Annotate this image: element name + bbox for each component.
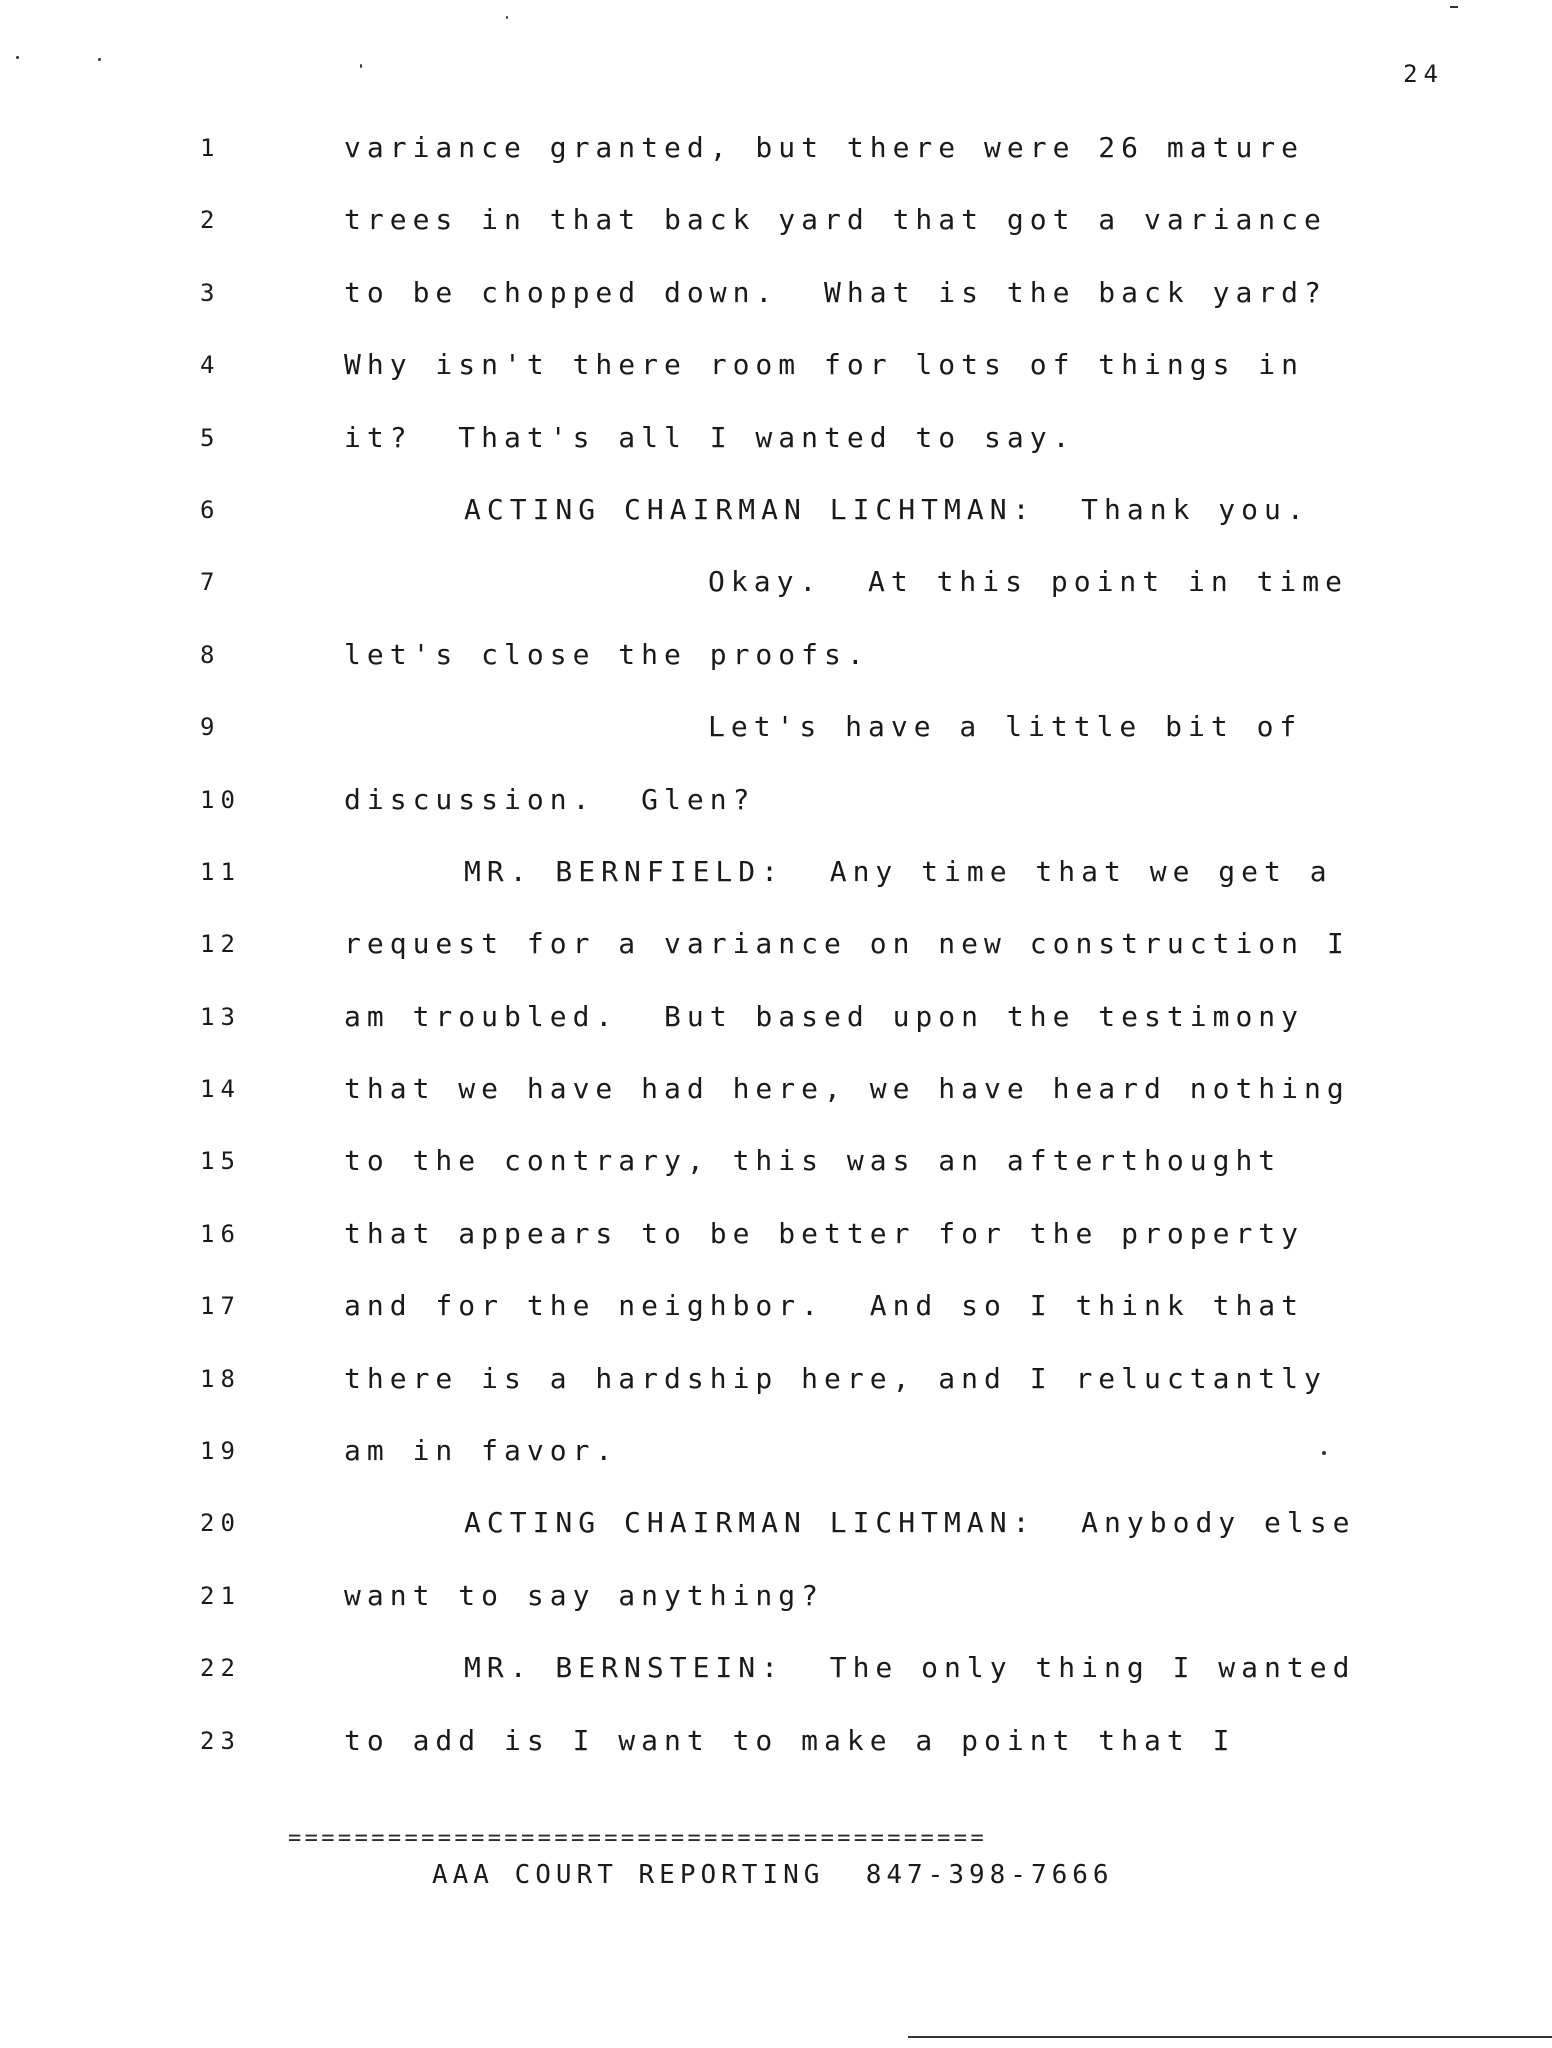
line-number: 22 (200, 1654, 241, 1683)
line-number: 9 (200, 713, 221, 742)
transcript-line (0, 924, 1552, 996)
transcript-line (0, 635, 1552, 707)
line-text: trees in that back yard that got a variance (344, 203, 1327, 237)
transcript-line (0, 490, 1552, 562)
line-number: 17 (200, 1292, 241, 1321)
transcript-line (0, 1286, 1552, 1358)
transcript-line (0, 997, 1552, 1069)
line-number: 4 (200, 351, 221, 380)
line-number: 5 (200, 423, 221, 452)
line-number: 7 (200, 568, 221, 597)
line-number: 19 (200, 1437, 241, 1466)
transcript-line (0, 1359, 1552, 1431)
line-number: 15 (200, 1147, 241, 1176)
line-text: ACTING CHAIRMAN LICHTMAN: Anybody else (464, 1506, 1356, 1540)
transcript-body (0, 128, 1552, 1793)
scan-speck (360, 64, 362, 68)
transcript-line (0, 562, 1552, 634)
line-text: there is a hardship here, and I reluctantly (344, 1361, 1327, 1395)
transcript-line (0, 1576, 1552, 1648)
line-text: to the contrary, this was an afterthought (344, 1144, 1282, 1178)
line-number: 23 (200, 1726, 241, 1755)
page-number: 24 (1403, 60, 1444, 88)
line-number: 1 (200, 134, 221, 162)
transcript-line (0, 345, 1552, 417)
transcript-line (0, 707, 1552, 779)
line-number: 20 (200, 1509, 241, 1538)
transcript-line (0, 1141, 1552, 1213)
scan-speck (1450, 6, 1458, 8)
transcript-line (0, 1721, 1552, 1793)
footer-rule: ========================================== (288, 1826, 988, 1851)
line-text: let's close the proofs. (344, 637, 870, 671)
bottom-edge-line (908, 2036, 1552, 2038)
scan-speck (16, 56, 19, 59)
transcript-line (0, 128, 1552, 200)
line-text: am in favor. (344, 1434, 619, 1468)
line-number: 12 (200, 930, 241, 959)
line-text: want to say anything? (344, 1578, 825, 1612)
line-text: to be chopped down. What is the back yard? (344, 275, 1327, 309)
line-text: to add is I want to make a point that I (344, 1723, 1236, 1757)
transcript-line (0, 418, 1552, 490)
transcript-line (0, 273, 1552, 345)
line-number: 16 (200, 1219, 241, 1248)
line-text: and for the neighbor. And so I think that (344, 1289, 1305, 1323)
line-number: 21 (200, 1581, 241, 1610)
transcript-line (0, 1431, 1552, 1503)
line-number: 14 (200, 1075, 241, 1104)
transcript-line (0, 1648, 1552, 1720)
line-number: 11 (200, 857, 241, 886)
line-text: MR. BERNSTEIN: The only thing I wanted (464, 1651, 1356, 1685)
line-number: 2 (200, 206, 221, 235)
line-text: it? That's all I wanted to say. (344, 420, 1076, 454)
line-number: 8 (200, 640, 221, 669)
transcript-line (0, 200, 1552, 272)
line-text: discussion. Glen? (344, 782, 756, 816)
line-number: 18 (200, 1364, 241, 1393)
line-text: Okay. At this point in time (708, 565, 1349, 599)
footer-reporter: AAA COURT REPORTING 847-398-7666 (432, 1860, 1114, 1890)
scan-speck (1322, 1451, 1326, 1455)
scan-speck (98, 58, 101, 61)
line-number: 3 (200, 278, 221, 307)
transcript-line (0, 1069, 1552, 1141)
line-text: that appears to be better for the property (344, 1216, 1305, 1250)
transcript-line (0, 1214, 1552, 1286)
line-number: 10 (200, 785, 241, 814)
line-text: variance granted, but there were 26 mature (344, 131, 1305, 164)
line-text: MR. BERNFIELD: Any time that we get a (464, 854, 1333, 888)
line-text: ACTING CHAIRMAN LICHTMAN: Thank you. (464, 492, 1310, 526)
line-number: 13 (200, 1002, 241, 1031)
line-number: 6 (200, 495, 221, 524)
transcript-line (0, 852, 1552, 924)
transcript-line (0, 1503, 1552, 1575)
line-text: am troubled. But based upon the testimony (344, 999, 1305, 1033)
line-text: Let's have a little bit of (708, 710, 1303, 744)
transcript-line (0, 780, 1552, 852)
line-text: request for a variance on new construction I (344, 927, 1350, 961)
scan-speck (506, 16, 508, 19)
line-text: Why isn't there room for lots of things in (344, 348, 1305, 382)
line-text: that we have had here, we have heard nothing (344, 1072, 1350, 1106)
